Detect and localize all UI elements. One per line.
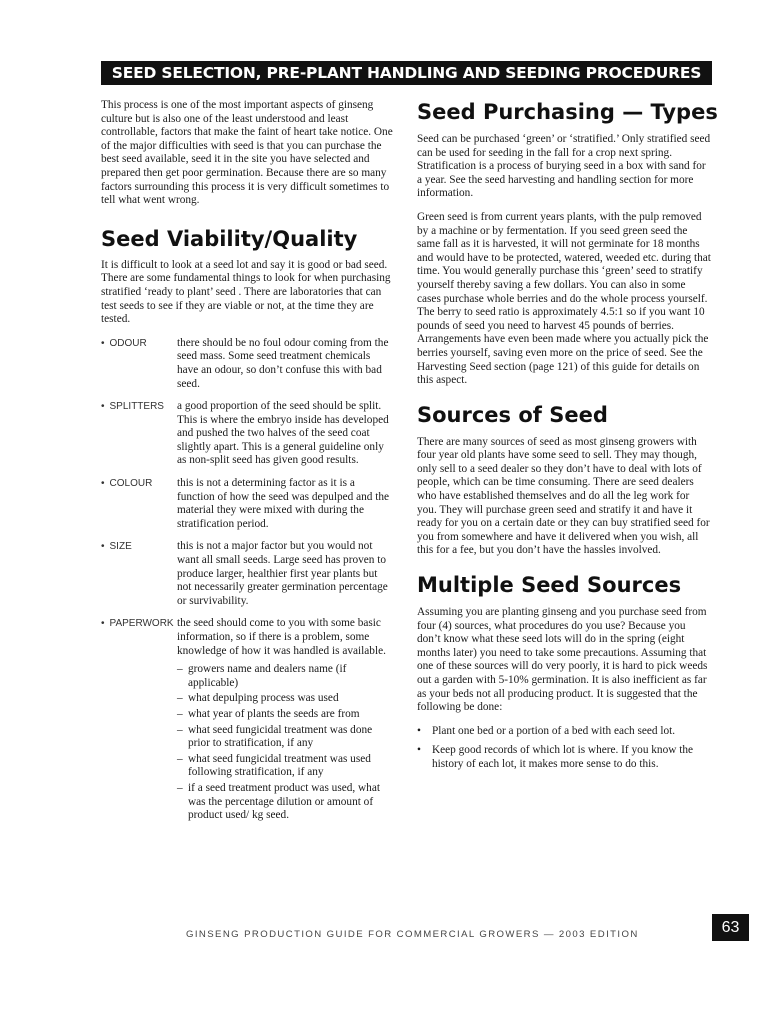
list-item: – if a seed treatment product was used, what was the percentage dilution or amount of product used/ kg seed. — [177, 781, 380, 822]
criterion-size — [101, 540, 393, 608]
right-column — [417, 99, 718, 778]
page-footer: GINSENG PRODUCTION GUIDE FOR COMMERCIAL GROWERS — 2003 EDITION — [186, 929, 639, 940]
purchasing-paragraph-1: Seed can be purchased ‘green’ or ‘stratified.’ Only stratified seed can be used for seeding in the fall for a crop next spring. Stratification is a process of burying seed in a box with sand for a year. See the seed harvesting and handling section for more information. — [417, 133, 711, 200]
criterion-name: ODOUR — [109, 337, 147, 349]
purchasing-paragraph-2: Green seed is from current years plants, with the pulp removed by a machine or by fermentation. If you seed green seed the same fall as it is harvested, it will not germinate for 18 months and would have to be protected, watered, weeded etc. during that time. You would generally purchase this ‘green’ seed to stratify yourself thereby saving a few dollars. You can also in some cases purchase whole berries and do the whole process yourself. The berry to seed ratio is approximately 4.5:1 so if you want 10 pounds of seed you need to harvest 45 pounds of berries. Arrangements have even been made where you actually pick the berries yourself, saving even more on the price of seed. See the Harvesting Seed section (page 121) of this guide for details on this aspect. — [417, 210, 711, 387]
bullet-icon: • — [417, 724, 421, 737]
list-item: – what seed fungicidal treatment was used following stratification, if any — [177, 752, 371, 779]
criterion-text: a good proportion of the seed should be split. This is where the embryo inside has developed and pushed the two halves of the seed coat slightly apart. This is a general guideline only as non-split seed has given good results. — [177, 400, 389, 467]
sources-paragraph: There are many sources of seed as most ginseng growers with four year old plants have some seed to sell. They may though, only sell to a seed dealer so they don’t have to deal with lots of people, which can be time consuming. There are seed dealers who have established themselves and do all the leg work for you. They will purchase green seed and stratify it and have it ready for you on a certain date or they can buy stratified seed for you from somewhere and have it delivered when you wish, all this for a fee, but you don’t have the hassles involved. — [417, 435, 710, 557]
criterion-splitters — [101, 400, 393, 468]
list-item: – what year of plants the seeds are from — [177, 707, 360, 720]
criterion-name: PAPERWORK — [109, 618, 174, 630]
list-item: • Plant one bed or a portion of a bed with each seed lot. — [417, 724, 676, 737]
criterion-paperwork — [101, 617, 393, 824]
criterion-odour — [101, 337, 393, 391]
bullet-icon: • — [101, 541, 105, 553]
multiple-sources-paragraph: Assuming you are planting ginseng and you purchase seed from four (4) sources, what procedures do you use? Because you don’t know what these seed lots will do in the spring (eight months later) you need to take some precautions. Assuming that one of these sources will do very poorly, it is hard to pick weeds out a garden with 5-10% germination. It is also inefficient as far as your beds not all producing product. It is suggested that the following be done: — [417, 606, 708, 714]
left-column — [101, 99, 393, 834]
criterion-text: the seed should come to you with some basic information, so if there is a problem, some knowledge of how it was handled is available. — [177, 617, 386, 657]
criterion-text: this is not a determining factor as it is a function of how the seed was depulped and the material they were mixed with during the stratification period. — [177, 477, 390, 530]
list-item: – growers name and dealers name (if applicable) — [177, 663, 347, 689]
heading-seed-purchasing: Seed Purchasing — Types — [417, 100, 718, 124]
criterion-name: COLOUR — [109, 478, 153, 490]
heading-multiple-sources: Multiple Seed Sources — [417, 573, 682, 598]
bullet-icon: • — [101, 478, 105, 490]
page-number: 63 — [712, 914, 749, 941]
list-item: • Keep good records of which lot is where. If you know the history of each lot, it makes more sense to do this. — [417, 744, 694, 770]
heading-seed-viability: Seed Viability/Quality — [101, 226, 358, 251]
heading-sources-of-seed: Sources of Seed — [417, 402, 608, 427]
criterion-colour — [101, 477, 393, 531]
bullet-icon: • — [101, 401, 105, 413]
bullet-icon: • — [101, 337, 105, 349]
criterion-name: SPLITTERS — [109, 401, 164, 413]
list-item: – what seed fungicidal treatment was done prior to stratification, if any — [177, 723, 373, 750]
criterion-name: SIZE — [109, 541, 132, 553]
viability-paragraph: It is difficult to look at a seed lot and say it is good or bad seed. There are some fundamental things to look for when purchasing stratified ‘ready to plant’ seed . There are laboratories that can test seeds to see if they are viable or not, at the time they are tested. — [101, 258, 391, 326]
criteria-list — [101, 337, 393, 825]
list-item: – what depulping process was used — [177, 692, 339, 705]
criterion-text: this is not a major factor but you would not want all small seeds. Large seed has proven to produce larger, healthier first year plants but not necessarily greater germination percentage or survivability. — [177, 540, 388, 607]
bullet-icon: • — [417, 744, 421, 757]
bullet-icon: • — [101, 618, 105, 630]
recommendations-list — [417, 725, 711, 772]
paperwork-list — [177, 663, 393, 823]
criterion-text: there should be no foul odour coming from the seed mass. Some seed treatment chemicals have an odour, so don’t confuse this with bad seed. — [177, 336, 389, 390]
section-banner: SEED SELECTION, PRE-PLANT HANDLING AND SEEDING PROCEDURES — [101, 61, 712, 85]
intro-paragraph: This process is one of the most important aspects of ginseng culture but is also one of the least understood and least controllable, factors that make the faint of heart take notice. One of the major difficulties with seed is that you can purchase the best seed available, seed it in the site you have selected and prepared then get poor germination. Because there are so many factors surrounding this process it is very difficult sometimes to tell what went wrong. — [101, 99, 393, 207]
